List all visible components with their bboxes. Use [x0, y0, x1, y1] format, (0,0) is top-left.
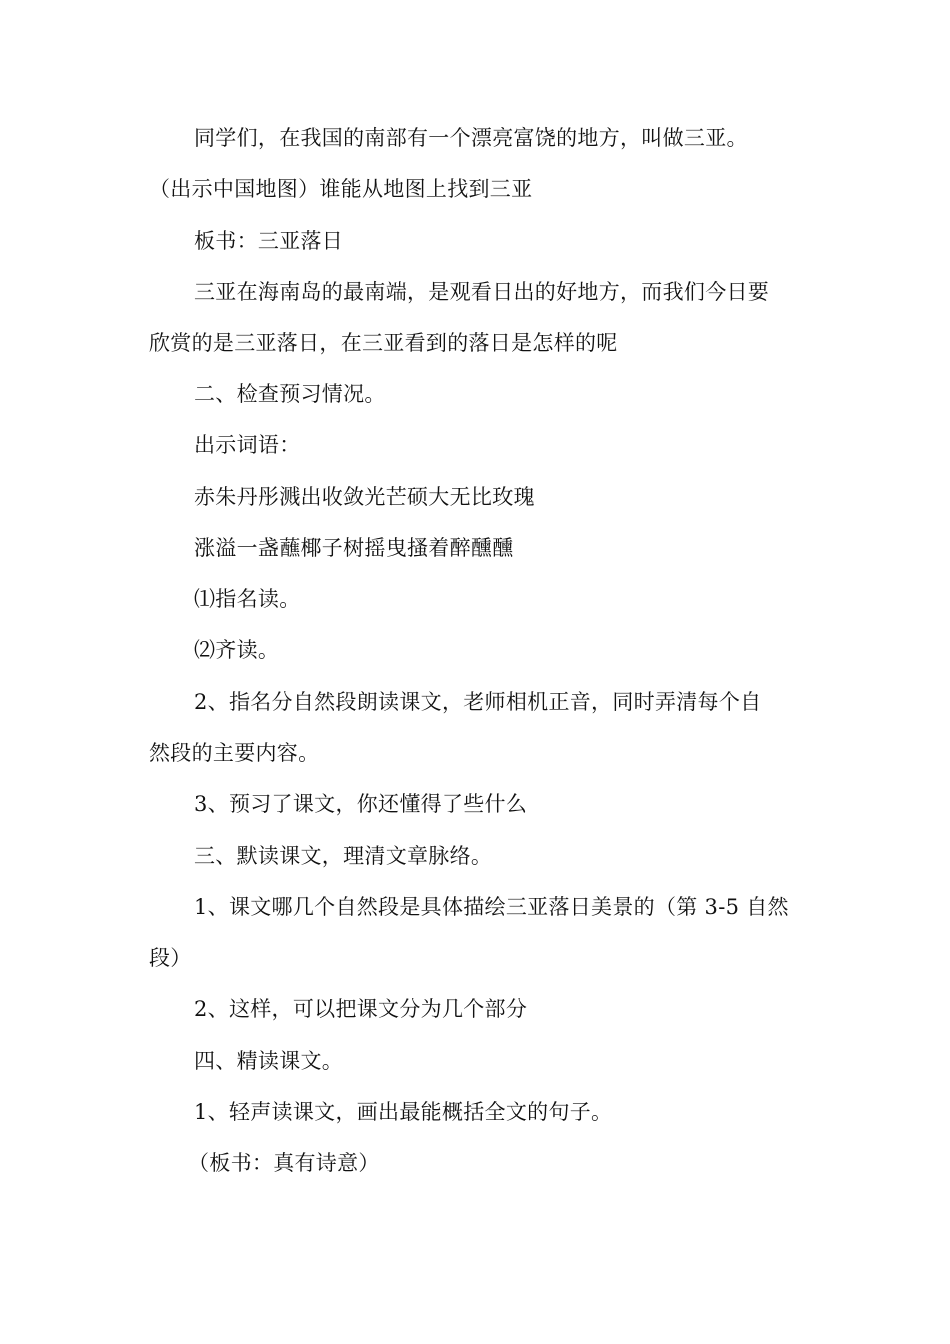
paragraph-line: 段） [149, 946, 192, 970]
list-item: 2、指名分自然段朗读课文，老师相机正音，同时弄清每个自 [194, 690, 762, 714]
section-heading: 二、检查预习情况。 [194, 382, 386, 406]
list-item: 3、预习了课文，你还懂得了些什么 [194, 792, 528, 816]
paragraph-line: 出示词语： [194, 433, 301, 457]
paragraph-line: 欣赏的是三亚落日，在三亚看到的落日是怎样的呢 [149, 331, 618, 355]
vocabulary-line: 赤朱丹彤溅出收敛光芒硕大无比玫瑰 [194, 485, 535, 509]
list-item: ⑵齐读。 [194, 638, 280, 662]
board-note: （板书：真有诗意） [188, 1151, 380, 1175]
paragraph-line: 板书：三亚落日 [194, 229, 344, 253]
list-item: 1、轻声读课文，画出最能概括全文的句子。 [194, 1100, 613, 1124]
vocabulary-line: 涨溢一盏蘸椰子树摇曳搔着醉醺醺 [194, 536, 514, 560]
paragraph-line: 然段的主要内容。 [149, 741, 320, 765]
list-item: 2、这样，可以把课文分为几个部分 [194, 997, 528, 1021]
section-heading: 三、默读课文，理清文章脉络。 [194, 844, 493, 868]
paragraph-line: （出示中国地图）谁能从地图上找到三亚 [149, 177, 533, 201]
list-item: 1、课文哪几个自然段是具体描绘三亚落日美景的（第 3-5 自然 [194, 895, 789, 919]
section-heading: 四、精读课文。 [194, 1049, 344, 1073]
list-item: ⑴指名读。 [194, 587, 301, 611]
paragraph-line: 同学们，在我国的南部有一个漂亮富饶的地方，叫做三亚。 [194, 126, 748, 150]
paragraph-line: 三亚在海南岛的最南端，是观看日出的好地方，而我们今日要 [194, 280, 770, 304]
